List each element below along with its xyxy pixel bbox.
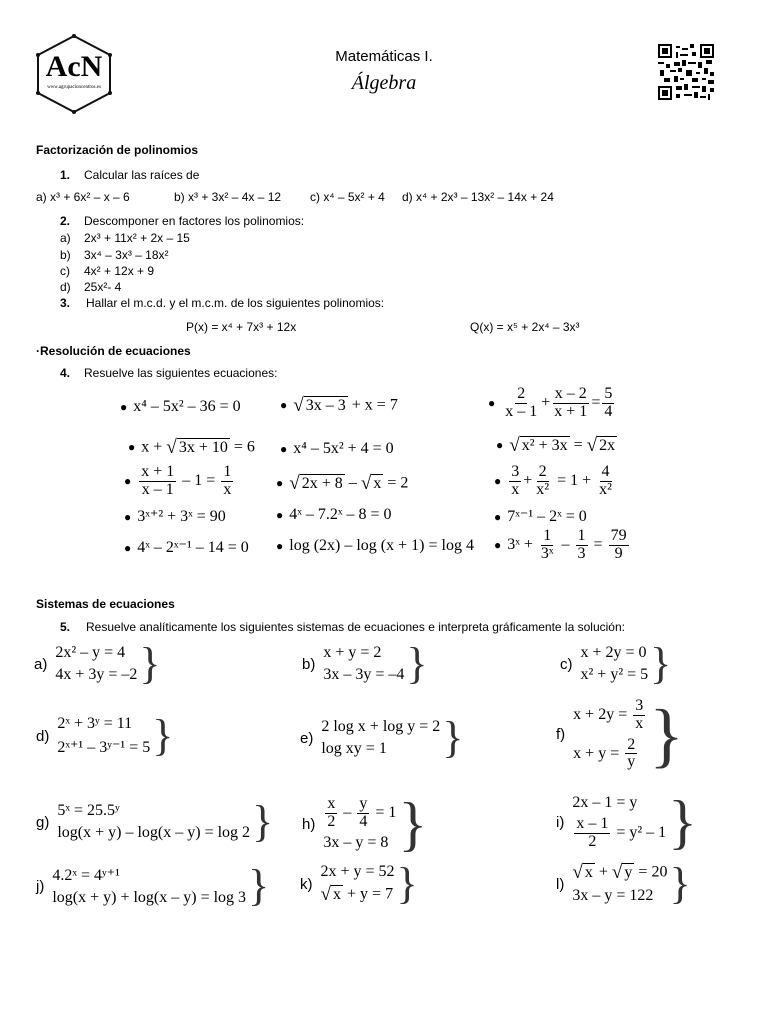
equation-12: ● 7ˣ⁻¹ – 2ˣ = 0: [494, 508, 587, 525]
equation-9: ● $\frac{3}{x}$ + $\frac{2}{\text{x²}}$ = 1 + $\frac{4}{\text{x²}}$: [494, 463, 612, 498]
qr-code-icon: [658, 44, 714, 100]
system-c: c) x + 2y = 0 x² + y² = 5 }: [560, 639, 672, 688]
page-title: Matemáticas I.: [335, 48, 433, 65]
q1-item-d: d) x⁴ + 2x³ – 13x² – 14x + 24: [402, 190, 554, 204]
q2-item-a-expr: 2x³ + 11x² + 2x – 15: [84, 231, 190, 245]
radical: √ 3x – 3: [293, 395, 346, 417]
question-2-text: Descomponer en factores los polinomios:: [84, 214, 305, 228]
question-1-number: 1.: [60, 168, 71, 182]
bullet-icon: ●: [280, 398, 288, 413]
equation-13: ● 4ˣ – 2ˣ⁻¹ – 14 = 0: [124, 539, 249, 556]
question-1-text: Calcular las raíces de: [84, 168, 200, 182]
q1-item-a: a) x³ + 6x² – x – 6: [36, 190, 130, 204]
q2-item-d-label: d): [60, 280, 71, 294]
question-4-text: Resuelve las siguientes ecuaciones:: [84, 366, 278, 380]
system-label: e): [300, 729, 314, 747]
system-label: b): [302, 655, 316, 673]
logo-url: www.agrupacioncentros.es: [47, 85, 101, 90]
brace-icon: }: [669, 859, 691, 908]
brace-icon: }: [248, 861, 270, 910]
bullet-icon: ●: [276, 538, 284, 553]
system-label: c): [560, 655, 573, 673]
q2-item-c-expr: 4x² + 12x + 9: [84, 264, 155, 278]
system-b: b) x + y = 2 3x – 3y = –4 }: [302, 639, 428, 688]
equation-1: ● x⁴ – 5x² – 36 = 0: [120, 398, 241, 415]
equation-8: ● √ 2x + 8 – √ x = 2: [276, 473, 409, 495]
bullet-icon: ●: [488, 395, 496, 410]
system-label: f): [556, 726, 566, 744]
brace-icon: }: [396, 859, 418, 908]
system-label: h): [302, 815, 316, 833]
bullet-icon: ●: [276, 476, 284, 491]
q1-item-c: c) x⁴ – 5x² + 4: [310, 190, 385, 204]
q2-item-b-label: b): [60, 248, 71, 262]
system-d: d) 2ˣ + 3ʸ = 11 2ˣ⁺¹ – 3ʸ⁻¹ = 5 }: [36, 711, 174, 760]
question-4-number: 4.: [60, 366, 71, 380]
system-label: i): [556, 813, 565, 831]
question-2-number: 2.: [60, 214, 71, 228]
page-subtitle: Álgebra: [351, 72, 417, 94]
bullet-icon: ●: [280, 441, 288, 456]
equation-2: ● √ 3x – 3 + x = 7: [280, 395, 398, 417]
equation-6: ● √ x² + 3x = √ 2x: [496, 435, 616, 457]
system-label: d): [36, 727, 50, 745]
system-g: g) 5ˣ = 25.5ʸ log(x + y) – log(x – y) = log 2 }: [36, 797, 274, 846]
bullet-icon: ●: [494, 509, 502, 524]
brace-icon: }: [398, 791, 428, 857]
question-5-number: 5.: [60, 620, 71, 634]
system-a: a) 2x² – y = 4 4x + 3y = –2 }: [34, 639, 161, 688]
brace-icon: }: [668, 789, 697, 855]
system-label: k): [300, 875, 313, 893]
brace-icon: }: [139, 639, 161, 688]
section-title-systems: Sistemas de ecuaciones: [36, 597, 175, 611]
bullet-icon: ●: [276, 507, 284, 522]
system-f: f) x + 2y = $\frac{3}{x}$ x + y = $\frac{2}{y}$ }: [556, 694, 684, 775]
q2-item-b-expr: 3x⁴ – 3x³ – 18x²: [84, 248, 169, 262]
brace-icon: }: [406, 639, 428, 688]
system-l: l) √ x + √ y = 20 3x – y = 122 }: [556, 859, 691, 908]
question-3-text: Hallar el m.c.d. y el m.c.m. de los siguientes polinomios:: [86, 296, 385, 310]
system-label: j): [36, 877, 45, 895]
system-label: g): [36, 813, 50, 831]
equation-3: ● $\frac{2}{x - 1}$ + $\frac{x - 2}{x + 1}$ = $\frac{5}{4}$: [488, 385, 613, 420]
bullet-icon: ●: [124, 540, 132, 555]
q1-item-b: b) x³ + 3x² – 4x – 12: [174, 190, 282, 204]
system-h: h) $\frac{x}{2}$ – $\frac{y}{4}$ = 1 3x – y = 8 }: [302, 791, 428, 857]
equation-7: ● $\frac{x + 1}{x - 1}$ – 1 = $\frac{1}{x}$: [124, 463, 232, 498]
bullet-icon: ●: [494, 473, 502, 488]
question-3-number: 3.: [60, 296, 71, 310]
system-j: j) 4.2ˣ = 4ʸ⁺¹ log(x + y) + log(x – y) = log 3 }: [36, 861, 270, 910]
q3-polynomial-q: Q(x) = x⁵ + 2x⁴ – 3x³: [470, 320, 580, 334]
system-label: a): [34, 655, 48, 673]
section-title-factorization: Factorización de polinomios: [36, 143, 199, 157]
equation-10: ● 3ˣ⁺² + 3ˣ = 90: [124, 508, 226, 525]
brace-icon: }: [442, 713, 464, 762]
bullet-icon: ●: [494, 537, 502, 552]
brace-icon: }: [252, 797, 274, 846]
bullet-icon: ●: [120, 399, 128, 414]
system-k: k) 2x + y = 52 √ x + y = 7 }: [300, 859, 418, 908]
bullet-icon: ●: [124, 473, 132, 488]
bullet-icon: ●: [496, 438, 504, 453]
system-e: e) 2 log x + log y = 2 log xy = 1 }: [300, 713, 464, 762]
equation-15: ● 3ˣ + $\frac{1}{\text{3ˣ}}$ – $\frac{1}{3}$ = $\frac{79}{9}$: [494, 527, 627, 562]
logo-text: AcN: [45, 50, 103, 83]
brace-icon: }: [152, 711, 174, 760]
equation-14: ● log (2x) – log (x + 1) = log 4: [276, 537, 474, 554]
system-label: l): [556, 875, 565, 893]
equation-11: ● 4ˣ – 7.2ˣ – 8 = 0: [276, 506, 392, 523]
q2-item-d-expr: 25x²- 4: [84, 280, 122, 294]
bullet-icon: ●: [124, 509, 132, 524]
q2-item-c-label: c): [60, 264, 70, 278]
section-title-equations: ·Resolución de ecuaciones: [36, 344, 191, 358]
brace-icon: }: [650, 639, 672, 688]
q3-polynomial-p: P(x) = x⁴ + 7x³ + 12x: [186, 320, 297, 334]
question-5-text: Resuelve analíticamente los siguientes sistemas de ecuaciones e interpreta gráficamente la solución:: [86, 620, 625, 634]
bullet-icon: ●: [128, 440, 136, 455]
q2-item-a-label: a): [60, 231, 71, 245]
brace-icon: }: [649, 694, 684, 775]
equation-5: ● x⁴ – 5x² + 4 = 0: [280, 440, 394, 457]
system-i: i) 2x – 1 = y $\frac{x - 1}{2}$ = y² – 1 }: [556, 789, 697, 855]
equation-4: ● x + √ 3x + 10 = 6: [128, 437, 255, 459]
